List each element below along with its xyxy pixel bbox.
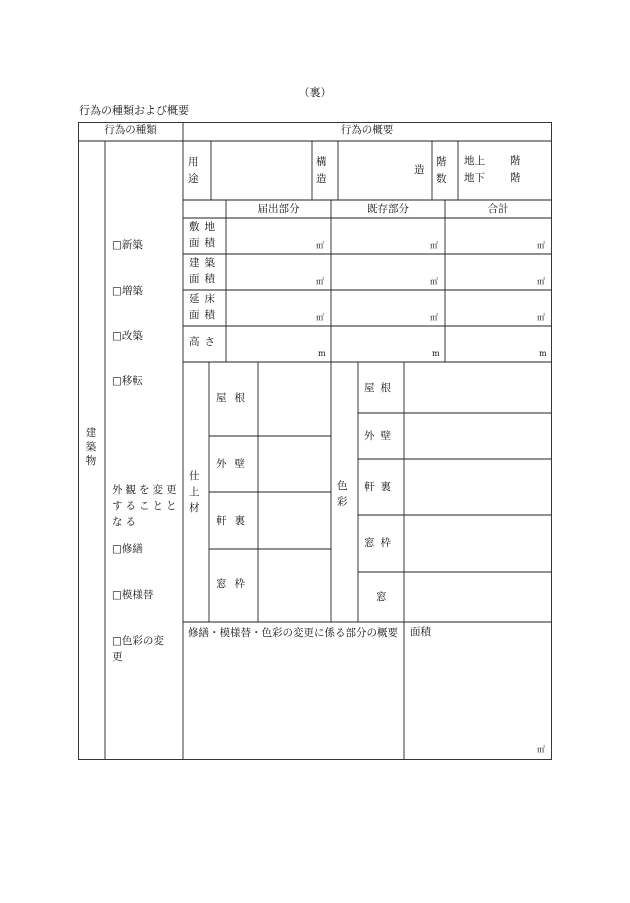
structure-label: 構造 [316,156,327,185]
option-label: 色彩の変更 [112,635,164,663]
row-label-site-2: 面積 [189,237,220,249]
col-header-notified: 届出部分 [257,203,300,215]
unit: ㎡ [430,277,438,286]
left-heading: 行為の種類 [104,124,157,136]
option-color-change[interactable] [112,633,172,665]
col-header-total: 合計 [487,203,509,215]
color-window-frame: 窓枠 [364,537,397,549]
right-heading: 行為の概要 [340,124,394,136]
unit: ㎡ [537,277,545,286]
unit: ㎡ [430,241,438,250]
unit: ㎡ [537,241,545,250]
category-char-2: 築 [85,441,97,453]
checkbox-icon: □ [112,543,122,555]
form-title: 行為の種類および概要 [79,104,189,117]
unit: ㎡ [430,313,438,322]
area-label: 面積 [410,626,431,638]
unit: m [432,349,440,358]
finish-eave: 軒裏 [216,515,253,527]
option-repair[interactable] [112,544,143,555]
color-label: 色彩 [337,480,348,508]
color-roof: 屋根 [364,382,397,394]
col-header-existing: 既存部分 [367,203,409,215]
color-eave: 軒裏 [364,481,397,493]
unit: m [539,349,547,358]
option-label: 模様替 [121,589,154,601]
row-label-floor-2: 面積 [189,309,220,321]
unit: ㎡ [316,313,324,322]
checkbox-icon: □ [112,635,122,647]
checkbox-icon: □ [112,330,122,342]
option-new[interactable] [112,240,143,251]
option-extension[interactable] [112,286,143,297]
finish-window-frame: 窓枠 [216,578,253,590]
row-label-building-1: 建築 [189,257,220,269]
finish-roof: 屋根 [216,392,253,404]
floor-unit-below: 階 [510,172,521,184]
floors-label: 階数 [436,156,447,185]
option-remodel[interactable] [112,590,153,601]
category-char-1: 建 [85,427,97,439]
option-appearance-change: 外観を変更することとなる [112,484,180,528]
option-label: 修繕 [121,543,143,555]
unit: ㎡ [537,313,545,322]
option-rebuild[interactable] [112,331,143,342]
checkbox-icon: □ [112,285,122,297]
option-label: 改築 [121,330,143,342]
finish-wall: 外壁 [216,458,253,470]
unit: ㎡ [316,277,324,286]
checkbox-icon: □ [112,375,122,387]
row-label-floor-1: 延床 [189,293,220,305]
checkbox-icon: □ [112,239,122,251]
color-wall: 外壁 [364,430,397,442]
unit: m [318,349,326,358]
category-char-3: 物 [85,455,97,467]
option-label: 移転 [121,375,143,387]
area-unit: ㎡ [537,745,545,754]
option-label: 増築 [121,285,143,297]
row-label-site-1: 敷地 [189,221,220,233]
structure-suffix: 造 [414,164,425,176]
summary-label: 修繕・模様替・色彩の変更に係る部分の概要 [188,627,398,639]
color-window: 窓 [376,591,387,603]
floors-below: 地下 [464,172,485,184]
use-label: 用途 [188,156,199,185]
page-header: （裏） [298,86,332,99]
finish-label: 仕上材 [189,470,200,514]
floors-above: 地上 [464,155,485,167]
checkbox-icon: □ [112,589,122,601]
row-label-building-2: 面積 [189,273,220,285]
category-vertical [84,428,98,470]
option-relocate[interactable] [112,376,143,387]
floor-unit-above: 階 [510,155,521,167]
option-label: 新築 [121,239,143,251]
unit: ㎡ [316,241,324,250]
row-label-height: 高さ [189,336,220,348]
